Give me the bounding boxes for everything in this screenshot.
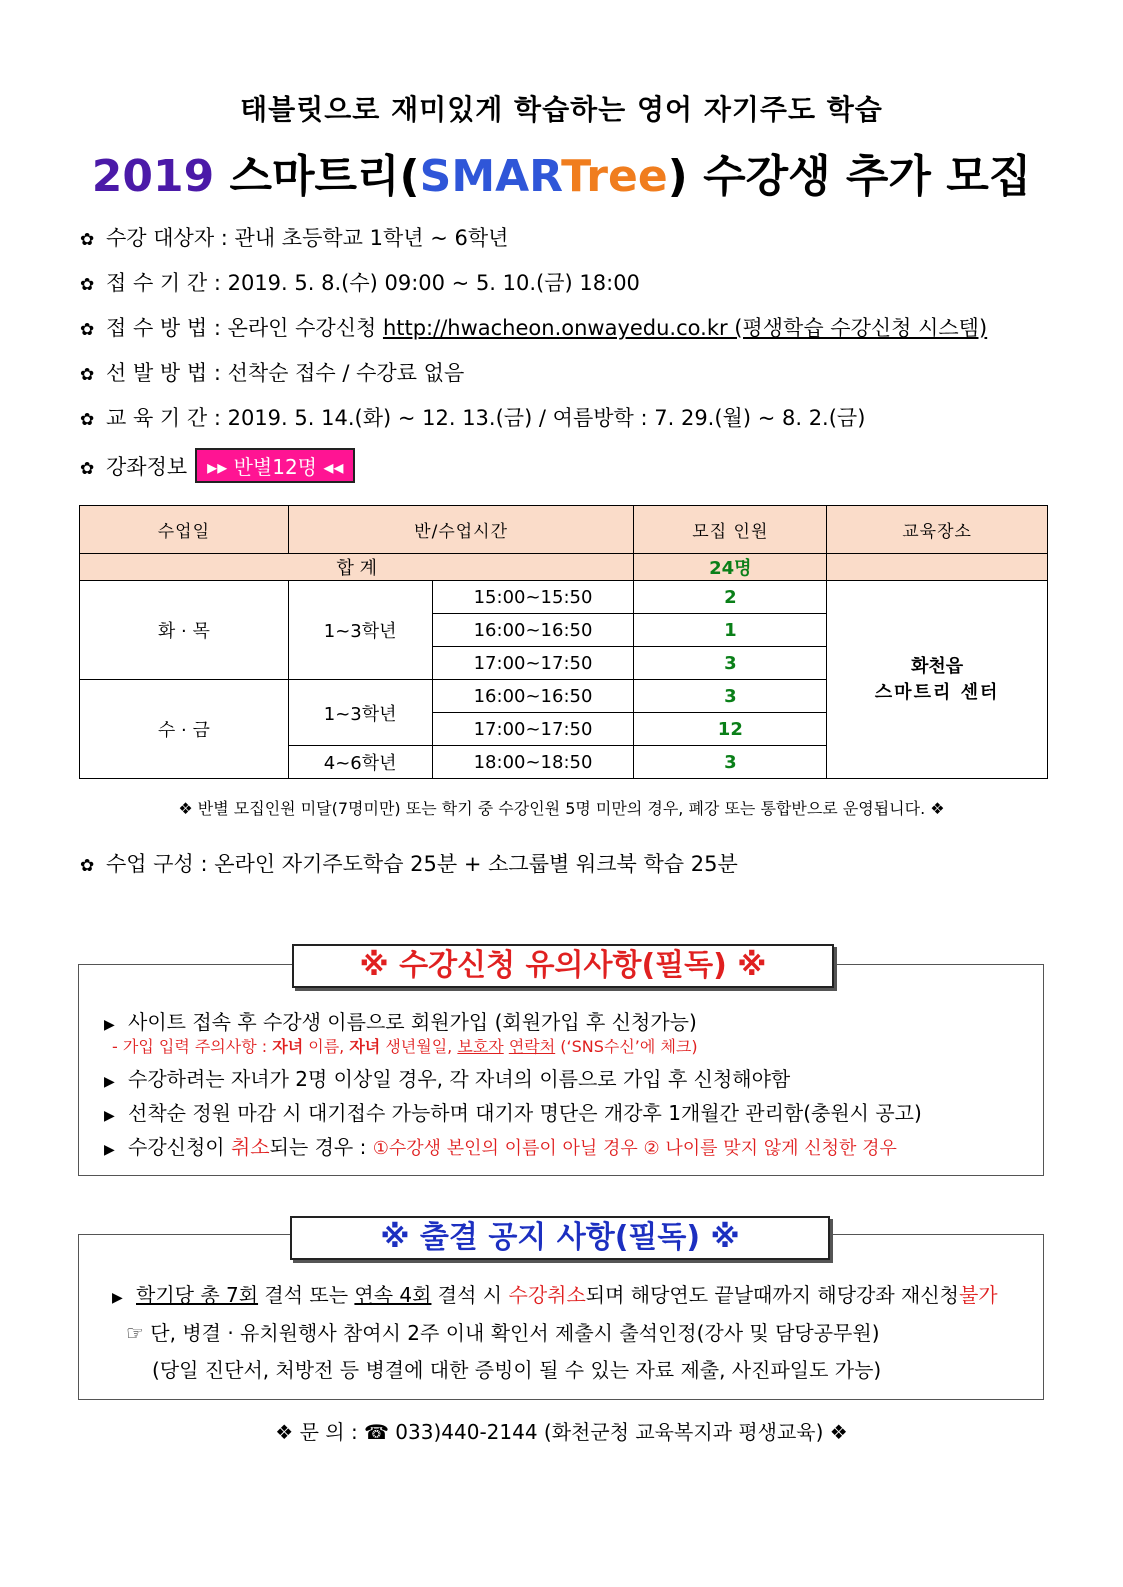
- subtitle: 태블릿으로 재미있게 학습하는 영어 자기주도 학습: [240, 93, 883, 126]
- count-cell: 3: [634, 746, 827, 779]
- caution-item-1-sub: [112, 1034, 698, 1057]
- info-target-text: 수강 대상자 : 관내 초등학교 1학년 ~ 6학년: [106, 226, 509, 250]
- item4-a: 수강신청이: [128, 1135, 231, 1159]
- info-course: [80, 448, 355, 483]
- info-method: [80, 312, 987, 342]
- schedule-table: [79, 505, 1048, 779]
- time-cell: 17:00~17:50: [432, 647, 634, 680]
- caution-item-2: [104, 1063, 790, 1092]
- time-cell: 16:00~16:50: [432, 614, 634, 647]
- flower-icon: ✿: [80, 320, 95, 340]
- info-period: [80, 267, 640, 297]
- sub-f: 보호자: [457, 1037, 504, 1056]
- line1-b: 결석 또는: [258, 1283, 355, 1307]
- triangle-bullet-icon: ▶: [104, 1017, 115, 1033]
- grade-cell: 1~3학년: [288, 680, 432, 746]
- total-value: 24명: [634, 554, 827, 581]
- total-label: 합 계: [80, 554, 634, 581]
- title-tree: Tree: [561, 151, 668, 202]
- info-target: [80, 222, 508, 252]
- info-edu-period: [80, 402, 865, 432]
- line1-c: 연속 4회: [354, 1283, 432, 1307]
- triangle-bullet-icon: ▶: [112, 1290, 123, 1306]
- info-selection: [80, 357, 464, 387]
- caution-item-2-text: 수강하려는 자녀가 2명 이상일 경우, 각 자녀의 이름으로 가입 후 신청해야함: [128, 1067, 791, 1091]
- count-cell: 3: [634, 647, 827, 680]
- caution-item-3: [104, 1097, 922, 1126]
- header-day: 수업일: [80, 506, 289, 554]
- flower-icon: ✿: [80, 230, 95, 250]
- header-class-time: 반/수업시간: [288, 506, 634, 554]
- day-cell: 화 · 목: [80, 581, 289, 680]
- count-cell: 12: [634, 713, 827, 746]
- place-line1: 화천읍: [911, 655, 964, 677]
- line1-a: 학기당 총 7회: [136, 1283, 259, 1307]
- info-period-text: 접 수 기 간 : 2019. 5. 8.(수) 09:00 ~ 5. 10.(금) 18:00: [106, 271, 640, 295]
- sub-a: - 가입 입력 주의사항 :: [112, 1037, 273, 1056]
- sub-h: 연락처: [508, 1037, 556, 1056]
- sub-d: 자녀: [349, 1037, 381, 1056]
- item4-c: 되는 경우 :: [269, 1135, 373, 1159]
- page-title: [0, 140, 1123, 204]
- time-cell: 16:00~16:50: [432, 680, 634, 713]
- info-selection-text: 선 발 방 법 : 선착순 접수 / 수강료 없음: [106, 361, 465, 385]
- table-row: [80, 581, 1048, 614]
- flower-icon: ✿: [80, 410, 95, 430]
- class-size-badge: ▸▸ 반별12명 ◂◂: [195, 448, 355, 483]
- caution-title: ※ 수강신청 유의사항(필독) ※: [292, 944, 834, 988]
- caution-item-3-text: 선착순 정원 마감 시 대기접수 가능하며 대기자 명단은 개강후 1개월간 관리함(충원시 공고): [128, 1101, 922, 1125]
- flower-icon: ✿: [80, 365, 95, 385]
- info-composition: [80, 848, 738, 878]
- count-cell: 2: [634, 581, 827, 614]
- total-empty: [827, 554, 1048, 581]
- caution-item-4: [104, 1131, 897, 1160]
- count-cell: 3: [634, 680, 827, 713]
- title-post: ) 수강생 추가 모집: [667, 151, 1032, 202]
- attendance-line-2: ☞ 단, 병결 · 유치원행사 참여시 2주 이내 확인서 제출시 출석인정(강사 및 담당공무원): [126, 1321, 880, 1345]
- place-cell: [827, 581, 1048, 779]
- triangle-bullet-icon: ▶: [104, 1142, 115, 1158]
- sub-e: 생년월일,: [380, 1037, 458, 1056]
- place-line2: 스마트리 센터: [874, 681, 1000, 703]
- item4-d: ①수강생 본인의 이름이 아닐 경우 ② 나이를 맞지 않게 신청한 경우: [372, 1138, 897, 1159]
- attendance-line-3: (당일 진단서, 처방전 등 병결에 대한 증빙이 될 수 있는 자료 제출, 사진파일도 가능): [152, 1358, 882, 1382]
- title-smar: SMAR: [419, 151, 562, 202]
- attendance-title: ※ 출결 공지 사항(필독) ※: [290, 1216, 830, 1260]
- flower-icon: ✿: [80, 459, 95, 479]
- header-place: 교육장소: [827, 506, 1048, 554]
- table-total-row: [80, 554, 1048, 581]
- course-label: 강좌정보: [106, 455, 188, 479]
- item4-b: 취소: [230, 1135, 270, 1159]
- header-capacity: 모집 인원: [634, 506, 827, 554]
- caution-item-1-text: 사이트 접속 후 수강생 이름으로 회원가입 (회원가입 후 신청가능): [128, 1010, 697, 1034]
- time-cell: 17:00~17:50: [432, 713, 634, 746]
- grade-cell: 4~6학년: [288, 746, 432, 779]
- line1-d: 결석 시: [431, 1283, 509, 1307]
- day-cell: 수 · 금: [80, 680, 289, 779]
- flower-icon: ✿: [80, 275, 95, 295]
- triangle-bullet-icon: ▶: [104, 1074, 115, 1090]
- title-year: 2019: [91, 151, 215, 202]
- line1-e: 수강취소: [508, 1283, 586, 1307]
- time-cell: 18:00~18:50: [432, 746, 634, 779]
- triangle-bullet-icon: ▶: [104, 1108, 115, 1124]
- composition-text: 수업 구성 : 온라인 자기주도학습 25분 + 소그룹별 워크북 학습 25분: [106, 852, 738, 876]
- contact-info: ❖ 문 의 : ☎ 033)440-2144 (화천군청 교육복지과 평생교육) ❖: [275, 1420, 848, 1444]
- grade-cell: 1~3학년: [288, 581, 432, 680]
- info-edu-period-text: 교 육 기 간 : 2019. 5. 14.(화) ~ 12. 13.(금) / 여름방학 : 7. 29.(월) ~ 8. 2.(금): [106, 406, 866, 430]
- time-cell: 15:00~15:50: [432, 581, 634, 614]
- sub-c: 이름,: [303, 1037, 350, 1056]
- caution-item-1: [104, 1006, 697, 1035]
- flower-icon: ✿: [80, 856, 95, 876]
- closure-note: ❖ 반별 모집인원 미달(7명미만) 또는 학기 중 수강인원 5명 미만의 경우, 폐강 또는 통합반으로 운영됩니다. ❖: [178, 799, 945, 818]
- line1-f: 되며 해당연도 끝날때까지 해당강좌 재신청: [585, 1283, 959, 1307]
- sub-b: 자녀: [272, 1037, 304, 1056]
- count-cell: 1: [634, 614, 827, 647]
- attendance-line-1: [112, 1279, 998, 1308]
- sub-i: (‘SNS수신’에 체크): [555, 1037, 698, 1056]
- registration-link[interactable]: http://hwacheon.onwayedu.co.kr (평생학습 수강신청 시스템): [382, 316, 988, 340]
- table-header-row: [80, 506, 1048, 554]
- title-pre: 스마트리(: [229, 151, 420, 202]
- info-method-text: 접 수 방 법 : 온라인 수강신청: [106, 316, 383, 340]
- line1-g: 불가: [958, 1283, 998, 1307]
